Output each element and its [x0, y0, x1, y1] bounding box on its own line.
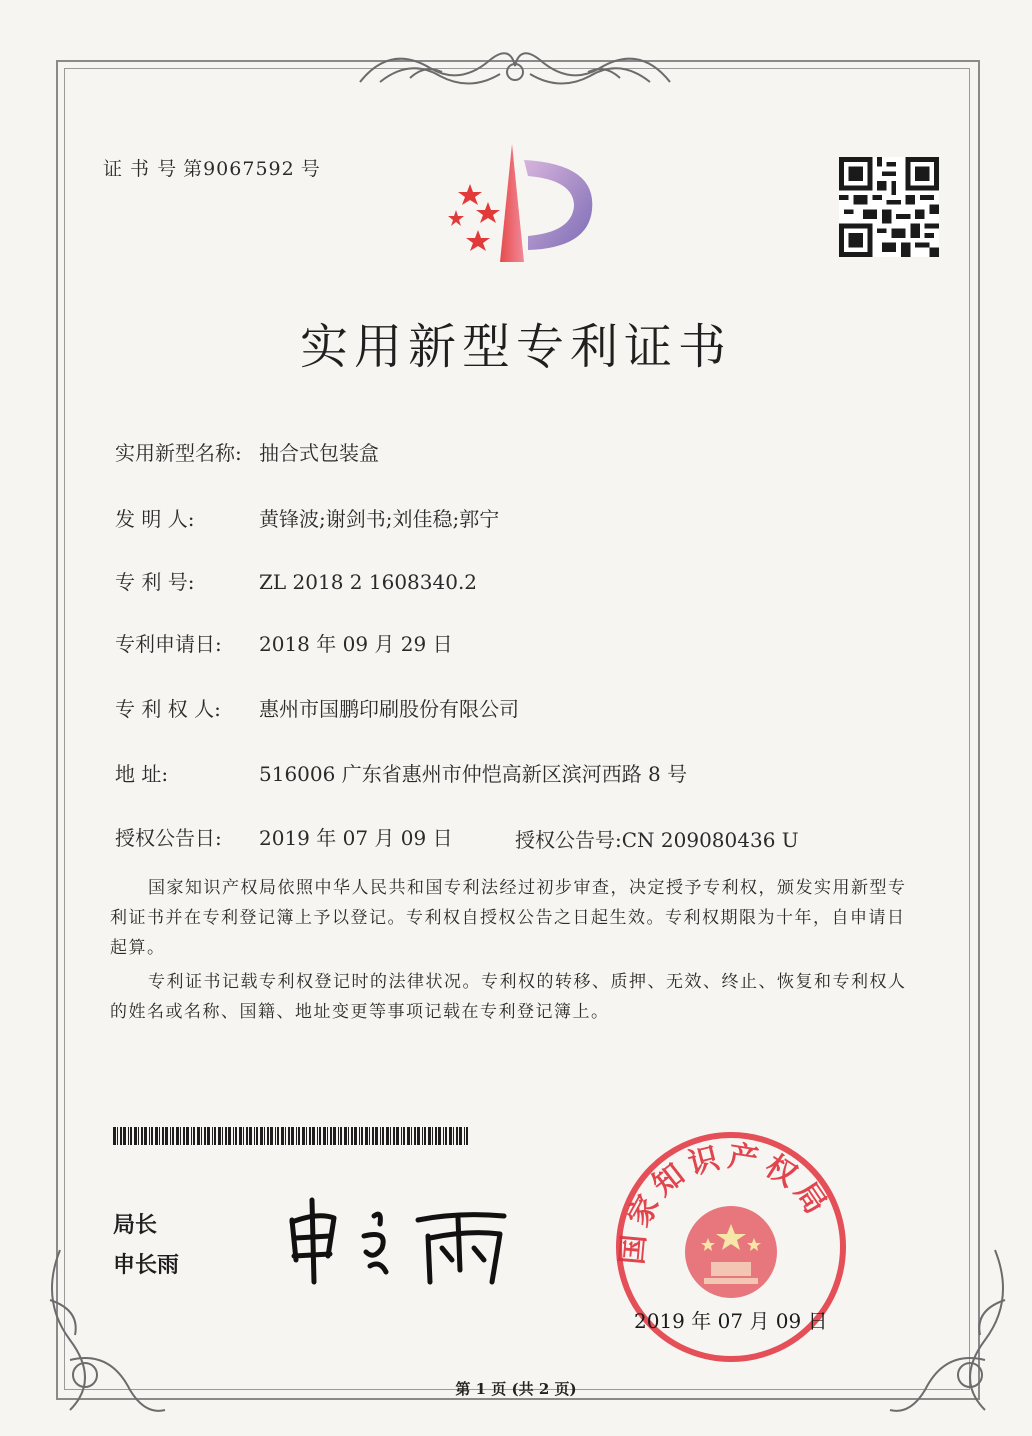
- barcode-bar: [239, 1127, 242, 1145]
- barcode-bar: [256, 1127, 258, 1145]
- barcode-bar: [333, 1127, 336, 1145]
- barcode-bar: [338, 1127, 339, 1145]
- certificate-number-label: 证 书 号: [103, 158, 178, 180]
- field-grant-date: [115, 822, 453, 851]
- barcode-bar: [275, 1127, 276, 1145]
- barcode-bar: [302, 1127, 305, 1145]
- svg-text:国家知识产权局: 国家知识产权局: [614, 1138, 837, 1267]
- field-address-value: 516006 广东省惠州市仲恺高新区滨河西路 8 号: [259, 762, 688, 786]
- barcode-bar: [459, 1127, 462, 1145]
- barcode-bar: [165, 1127, 168, 1145]
- director-name: 申长雨: [113, 1253, 180, 1278]
- barcode-bar: [267, 1127, 269, 1145]
- barcode-bar: [204, 1127, 206, 1145]
- barcode-bar: [134, 1127, 137, 1145]
- barcode-bar: [123, 1127, 126, 1145]
- page-title: 实用新型专利证书: [299, 319, 732, 375]
- barcode-bar: [113, 1127, 116, 1145]
- barcode-bar: [354, 1127, 357, 1145]
- barcode-bar: [172, 1127, 174, 1145]
- field-application-date-label: 专利申请日:: [115, 632, 222, 656]
- barcode-bar: [390, 1127, 391, 1145]
- certificate-number: [103, 154, 321, 181]
- barcode-bar: [323, 1127, 326, 1145]
- field-grant-date-value: 2019 年 07 月 09 日: [259, 826, 453, 850]
- barcode-bar: [151, 1127, 153, 1145]
- field-inventors-value: 黄锋波;谢剑书;刘佳稳;郭宁: [259, 507, 500, 531]
- barcode-bar: [407, 1127, 410, 1145]
- barcode-bar: [225, 1127, 227, 1145]
- barcode-bar: [193, 1127, 195, 1145]
- barcode-bar: [372, 1127, 374, 1145]
- barcode-bar: [281, 1127, 284, 1145]
- barcode-bar: [382, 1127, 384, 1145]
- barcode-bar: [254, 1127, 255, 1145]
- barcode-bar: [443, 1127, 444, 1145]
- barcode-bar: [432, 1127, 433, 1145]
- barcode-bar: [270, 1127, 273, 1145]
- barcode-bar: [369, 1127, 370, 1145]
- barcode-bar: [285, 1127, 286, 1145]
- bottom-right-ornament-icon: [885, 1240, 1025, 1430]
- barcode-bar: [411, 1127, 412, 1145]
- barcode-bar: [249, 1127, 252, 1145]
- barcode-bar: [235, 1127, 237, 1145]
- barcode-bar: [222, 1127, 223, 1145]
- field-patent-number-value: ZL 2018 2 1608340.2: [259, 570, 478, 594]
- barcode-bar: [117, 1127, 118, 1145]
- page-footer: 第 1 页 (共 2 页): [455, 1380, 577, 1398]
- patent-office-logo-icon: [432, 140, 612, 272]
- barcode-icon: [113, 1127, 471, 1145]
- barcode-bar: [212, 1127, 213, 1145]
- field-inventors: [115, 503, 499, 532]
- barcode-bar: [464, 1127, 465, 1145]
- field-grant-date-label: 授权公告日:: [115, 826, 222, 850]
- barcode-bar: [365, 1127, 368, 1145]
- director-title: 局长: [113, 1213, 158, 1238]
- barcode-bar: [130, 1127, 132, 1145]
- barcode-bar: [417, 1127, 420, 1145]
- field-patentee: [115, 693, 519, 722]
- field-grant-number: [515, 824, 799, 853]
- barcode-bar: [466, 1127, 468, 1145]
- field-patent-number-label: 专 利 号:: [115, 570, 195, 594]
- certificate-number-value: 第9067592: [183, 158, 295, 180]
- barcode-bar: [144, 1127, 147, 1145]
- barcode-bar: [422, 1127, 423, 1145]
- field-patent-number: [115, 566, 477, 595]
- field-name-value: 抽合式包装盒: [259, 441, 379, 465]
- barcode-bar: [243, 1127, 244, 1145]
- barcode-bar: [183, 1127, 185, 1145]
- certificate-number-suffix: 号: [300, 158, 321, 180]
- barcode-bar: [214, 1127, 216, 1145]
- barcode-bar: [201, 1127, 202, 1145]
- barcode-bar: [191, 1127, 192, 1145]
- barcode-bar: [401, 1127, 402, 1145]
- barcode-bar: [149, 1127, 150, 1145]
- barcode-bar: [327, 1127, 328, 1145]
- barcode-bar: [288, 1127, 290, 1145]
- barcode-bar: [375, 1127, 378, 1145]
- barcode-bar: [348, 1127, 349, 1145]
- barcode-bar: [186, 1127, 189, 1145]
- barcode-bar: [319, 1127, 321, 1145]
- top-ornament-icon: [350, 38, 680, 94]
- field-application-date: [115, 628, 453, 657]
- barcode-bar: [296, 1127, 297, 1145]
- barcode-bar: [344, 1127, 347, 1145]
- barcode-bar: [438, 1127, 441, 1145]
- field-grant-number-label: 授权公告号:: [515, 828, 622, 852]
- barcode-bar: [393, 1127, 395, 1145]
- field-name-label: 实用新型名称:: [115, 441, 242, 465]
- seal-date: 2019 年 07 月 09 日: [634, 1309, 828, 1333]
- barcode-bar: [260, 1127, 263, 1145]
- field-address: [115, 758, 687, 787]
- barcode-bar: [380, 1127, 381, 1145]
- field-patentee-label: 专 利 权 人:: [115, 697, 221, 721]
- barcode-bar: [312, 1127, 315, 1145]
- barcode-bar: [233, 1127, 234, 1145]
- barcode-bar: [445, 1127, 447, 1145]
- barcode-bar: [351, 1127, 353, 1145]
- barcode-bar: [317, 1127, 318, 1145]
- field-address-label: 地 址:: [115, 762, 169, 786]
- barcode-bar: [170, 1127, 171, 1145]
- barcode-bar: [361, 1127, 363, 1145]
- barcode-bar: [176, 1127, 179, 1145]
- barcode-bar: [449, 1127, 452, 1145]
- barcode-bar: [424, 1127, 426, 1145]
- field-grant-number-value: CN 209080436 U: [621, 828, 799, 852]
- barcode-bar: [159, 1127, 160, 1145]
- field-application-date-value: 2018 年 09 月 29 日: [259, 632, 453, 656]
- barcode-bar: [386, 1127, 389, 1145]
- field-name: [115, 437, 379, 466]
- barcode-bar: [155, 1127, 158, 1145]
- field-inventors-label: 发 明 人:: [115, 507, 195, 531]
- barcode-bar: [207, 1127, 210, 1145]
- barcode-bar: [120, 1127, 122, 1145]
- barcode-bar: [228, 1127, 231, 1145]
- barcode-bar: [138, 1127, 139, 1145]
- barcode-bar: [330, 1127, 332, 1145]
- barcode-bar: [162, 1127, 164, 1145]
- barcode-bar: [218, 1127, 221, 1145]
- barcode-bar: [128, 1127, 129, 1145]
- barcode-bar: [456, 1127, 458, 1145]
- barcode-bar: [453, 1127, 454, 1145]
- barcode-bar: [180, 1127, 181, 1145]
- statement-paragraph-2: 专利证书记载专利权登记时的法律状况。专利权的转移、质押、无效、终止、恢复和专利权人的姓名或名称、国籍、地址变更等事项记载在专利登记簿上。: [110, 972, 907, 1022]
- barcode-bar: [428, 1127, 431, 1145]
- barcode-bar: [309, 1127, 311, 1145]
- barcode-bar: [396, 1127, 399, 1145]
- barcode-bar: [306, 1127, 307, 1145]
- barcode-bar: [197, 1127, 200, 1145]
- barcode-bar: [141, 1127, 143, 1145]
- barcode-bar: [246, 1127, 248, 1145]
- barcode-bar: [414, 1127, 416, 1145]
- barcode-bar: [264, 1127, 265, 1145]
- barcode-bar: [403, 1127, 405, 1145]
- barcode-bar: [298, 1127, 300, 1145]
- barcode-bar: [435, 1127, 437, 1145]
- field-patentee-value: 惠州市国鹏印刷股份有限公司: [259, 697, 519, 721]
- barcode-bar: [291, 1127, 294, 1145]
- qr-code-icon[interactable]: [836, 157, 942, 257]
- handwritten-signature-icon: [278, 1190, 518, 1286]
- barcode-bar: [340, 1127, 342, 1145]
- barcode-bar: [277, 1127, 279, 1145]
- barcode-bar: [359, 1127, 360, 1145]
- statement-paragraph-1: 国家知识产权局依照中华人民共和国专利法经过初步审查，决定授予专利权，颁发实用新型专利证书并在专利登记簿上予以登记。专利权自授权公告之日起生效。专利权期限为十年，自申请日起算。: [110, 878, 907, 958]
